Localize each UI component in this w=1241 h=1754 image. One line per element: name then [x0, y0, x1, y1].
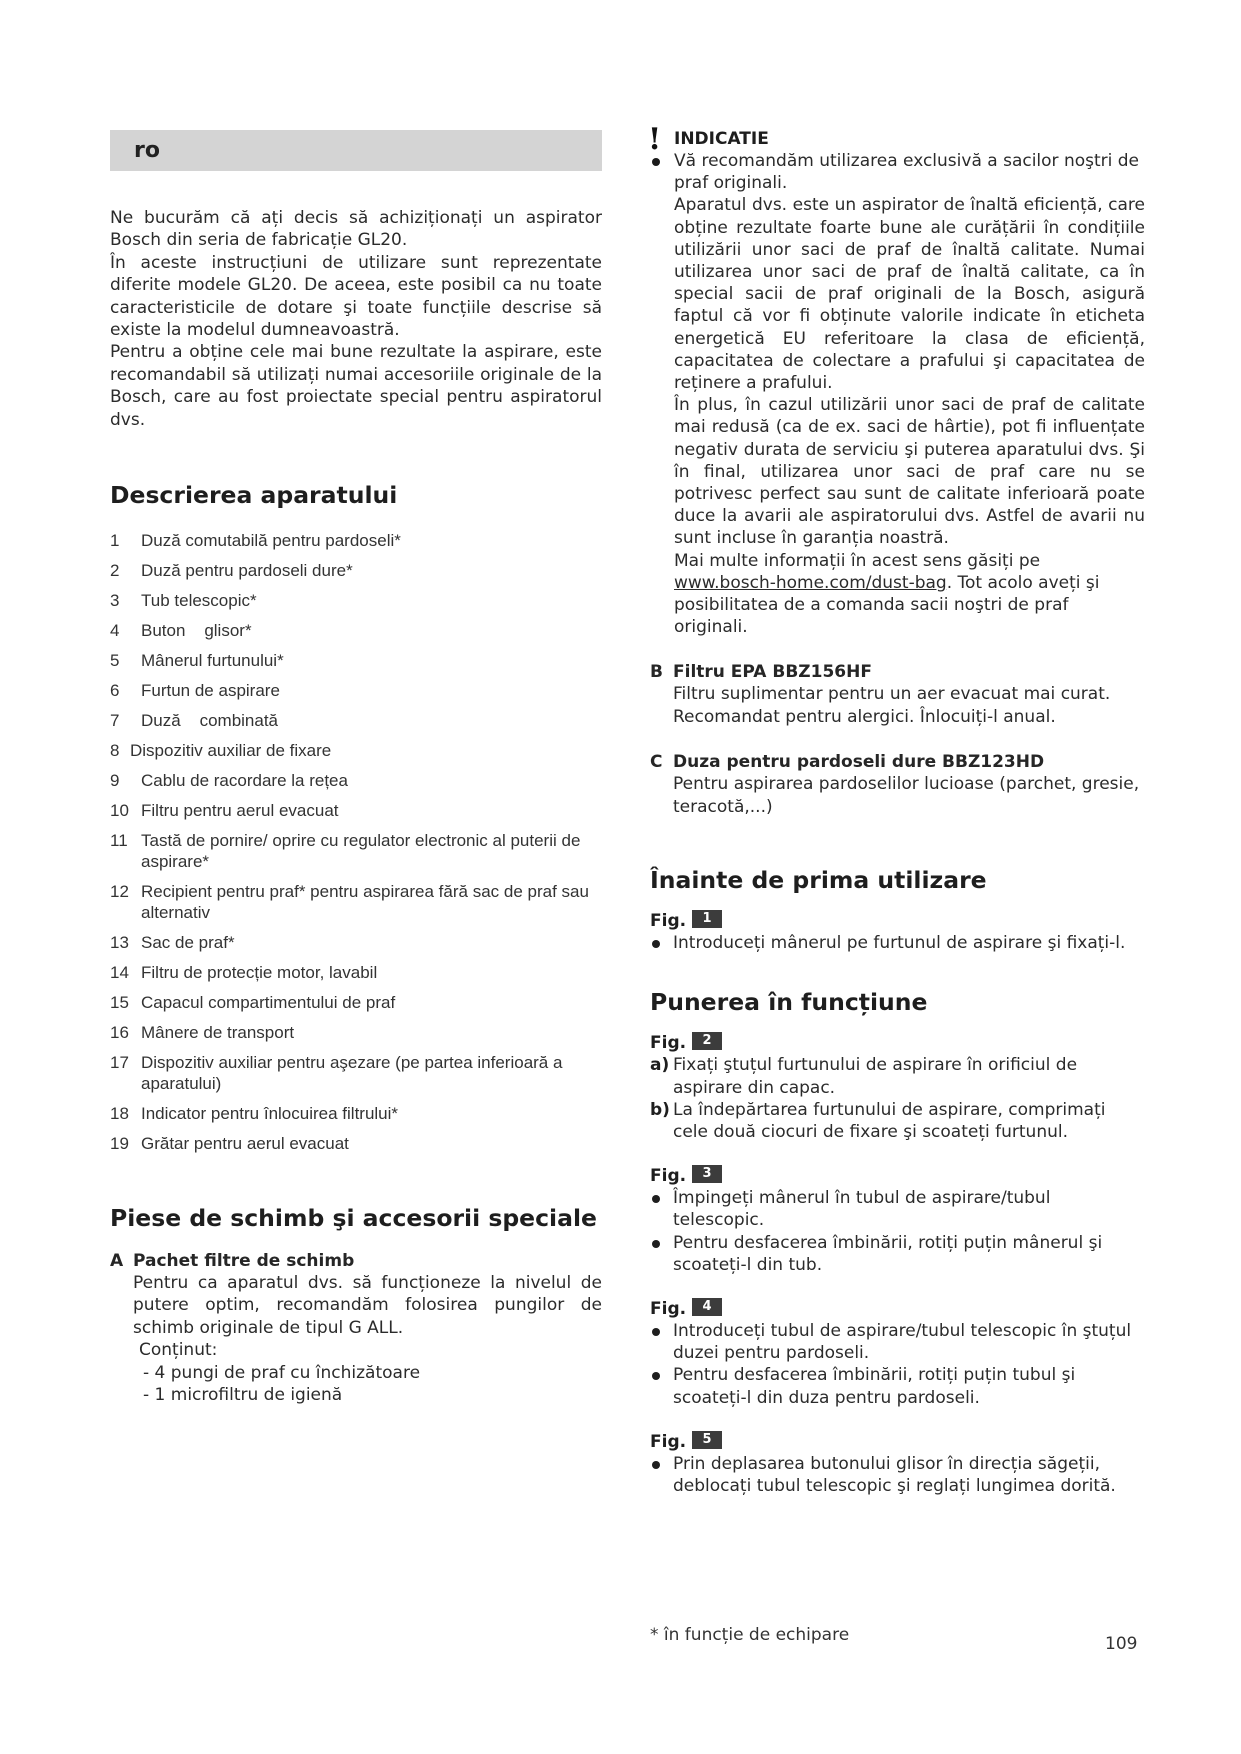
section-title-operation: Punerea în funcțiune	[650, 988, 928, 1017]
bullet-item: Împingeți mânerul în tubul de aspirare/tubul telescopic.	[650, 1187, 1145, 1231]
parts-list	[110, 530, 602, 1154]
intro-paragraph: Pentru a obține cele mai bune rezultate la aspirare, este recomandabil să utilizați numai accesoriile originale de la Bosch, care au fost proiectate special pentru aspiratorul dvs.	[110, 342, 602, 430]
list-item: 5 Mânerul furtunului*	[110, 651, 284, 671]
figure-label: Fig. 2	[650, 1032, 1145, 1054]
list-item: 7 Duză combinată	[110, 711, 279, 731]
page-number: 109	[1105, 1634, 1138, 1654]
dust-bag-link[interactable]: www.bosch-home.com/dust-bag	[674, 572, 947, 593]
bullet-item: Prin deplasarea butonului glisor în direcția săgeții, deblocați tubul telescopic şi reglați lungimea dorită.	[650, 1453, 1145, 1497]
accessory-a-heading: A Pachet filtre de schimb	[110, 1251, 355, 1272]
list-item: 2 Duză pentru pardoseli dure*	[110, 561, 353, 581]
bullet-item: Pentru desfacerea îmbinării, rotiți puțin tubul şi scoateți-l din duza pentru pardoseli.	[650, 1364, 1145, 1408]
accessory-c	[650, 751, 1145, 818]
list-item: 4 Buton glisor*	[110, 621, 252, 641]
list-item: 8 Dispozitiv auxiliar de fixare	[110, 741, 332, 761]
list-item: 15 Capacul compartimentului de praf	[110, 993, 396, 1013]
list-item: 18 Indicator pentru înlocuirea filtrului*	[110, 1104, 399, 1124]
list-item: 19 Grătar pentru aerul evacuat	[110, 1134, 349, 1154]
list-item: 13 Sac de praf*	[110, 933, 235, 953]
figure-number-badge: 3	[692, 1165, 722, 1183]
bullet-item: Introduceți tubul de aspirare/tubul telescopic în ştuțul duzei pentru pardoseli.	[650, 1320, 1145, 1364]
notice-title: INDICATIE	[674, 129, 769, 149]
accessory-c-body: Pentru aspirarea pardoselilor lucioase (parchet, gresie, teracotă,...)	[673, 774, 1140, 817]
figure-number-badge: 4	[692, 1298, 722, 1316]
figure-label: Fig. 5	[650, 1431, 1145, 1453]
list-item: 17 Dispozitiv auxiliar pentru aşezare (pe partea inferioară a aparatului)	[110, 1053, 563, 1094]
accessory-b-heading: B Filtru EPA BBZ156HF	[650, 662, 872, 683]
list-item: 3 Tub telescopic*	[110, 591, 257, 611]
step-b: b) La îndepărtarea furtunului de aspirare, comprimați cele două ciocuri de fixare şi scoateți furtunul.	[650, 1099, 1106, 1142]
language-bar	[110, 130, 602, 171]
list-item: 12 Recipient pentru praf* pentru aspirarea fără sac de praf sau alternativ	[110, 882, 589, 923]
notice-paragraph: Aparatul dvs. este un aspirator de înaltă eficiență, care obține rezultate foarte bune ale curățării în condițiile utilizării unor saci de praf de înaltă calitate. Numai utilizarea unor saci de praf de înaltă calitate, ca în special sacii de praf originali de la Bosch, asigură faptul că vor fi obținute valorile indicate în eticheta energetică EU referitoare la clasa de eficiență, capacitatea de colectare a prafului şi capacitatea de reținere a prafului.	[674, 195, 1145, 394]
list-item: 9 Cablu de racordare la rețea	[110, 771, 348, 791]
list-item: 14 Filtru de protecție motor, lavabil	[110, 963, 378, 983]
notice-line: Vă recomandăm utilizarea exclusivă a sacilor noştri de praf originali.	[674, 151, 1140, 194]
section-title-spare-parts: Piese de schimb şi accesorii speciale	[110, 1204, 597, 1233]
footnote: * în funcție de echipare	[650, 1625, 850, 1645]
notice-paragraph: Mai multe informații în acest sens găsiți pe www.bosch-home.com/dust-bag. Tot acolo aveți şi posibilitatea de a comanda sacii noştri de praf originali.	[674, 550, 1100, 638]
notice-box	[648, 122, 1145, 638]
list-item: 10 Filtru pentru aerul evacuat	[110, 801, 339, 821]
intro-paragraph: În aceste instrucțiuni de utilizare sunt reprezentate diferite modele GL20. De aceea, este posibil ca nu toate caracteristicile de dotare şi toate funcțiile descrise să existe la modelul dumneavoastră.	[110, 252, 602, 341]
accessory-a-body: Pentru ca aparatul dvs. să funcționeze la nivelul de putere optim, recomandăm folosirea pungilor de schimb originale de tipul G ALL. Conținut: - 4 pungi de praf cu închizătoare - 1 microfiltru de igienă	[133, 1273, 602, 1406]
figure-number-badge: 1	[692, 910, 722, 928]
exclamation-icon: !	[650, 128, 674, 638]
figure-number-badge: 5	[692, 1431, 722, 1449]
section-title-before-first-use: Înainte de prima utilizare	[650, 866, 987, 895]
list-item: 1 Duză comutabilă pentru pardoseli*	[110, 531, 401, 551]
accessory-b-body: Filtru suplimentar pentru un aer evacuat mai curat. Recomandat pentru alergici. Înlocuiți-l anual.	[673, 684, 1111, 727]
accessory-c-heading: C Duza pentru pardoseli dure BBZ123HD	[650, 752, 1045, 773]
left-column	[110, 130, 602, 1407]
figure-number-badge: 2	[692, 1032, 722, 1050]
right-column	[648, 122, 1145, 1497]
step-a: a) Fixați ştuțul furtunului de aspirare în orificiul de aspirare din capac.	[650, 1055, 1078, 1098]
bullet-item: Introduceți mânerul pe furtunul de aspirare şi fixați-l.	[650, 932, 1145, 954]
figure-label: Fig. 4	[650, 1298, 1145, 1320]
accessory-b	[650, 661, 1145, 728]
section-title-description: Descrierea aparatului	[110, 481, 398, 510]
notice-paragraph: În plus, în cazul utilizării unor saci de praf de calitate mai redusă (ca de ex. saci de hârtie), pot fi influențate negativ durata de serviciu şi puterea aparatului dvs. Şi în final, utilizarea unor saci de praf care nu se potrivesc perfect sau sunt de calitate inferioară poate duce la avarii ale aspiratorului dvs. Astfel de avarii nu sunt incluse în garanția noastră.	[674, 395, 1145, 549]
intro-paragraph: Ne bucurăm că ați decis să achiziționați un aspirator Bosch din seria de fabricație GL20.	[110, 208, 602, 251]
bullet-item: Pentru desfacerea îmbinării, rotiți puțin mânerul şi scoateți-l din tub.	[650, 1232, 1145, 1276]
language-tag: ro	[134, 138, 160, 163]
figure-label: Fig. 3	[650, 1165, 1145, 1187]
intro-text	[110, 207, 602, 431]
list-item: 6 Furtun de aspirare	[110, 681, 280, 701]
figure-label: Fig. 1	[650, 910, 1145, 932]
list-item: 16 Mânere de transport	[110, 1023, 295, 1043]
list-item: 11 Tastă de pornire/ oprire cu regulator electronic al puterii de aspirare*	[110, 831, 581, 872]
